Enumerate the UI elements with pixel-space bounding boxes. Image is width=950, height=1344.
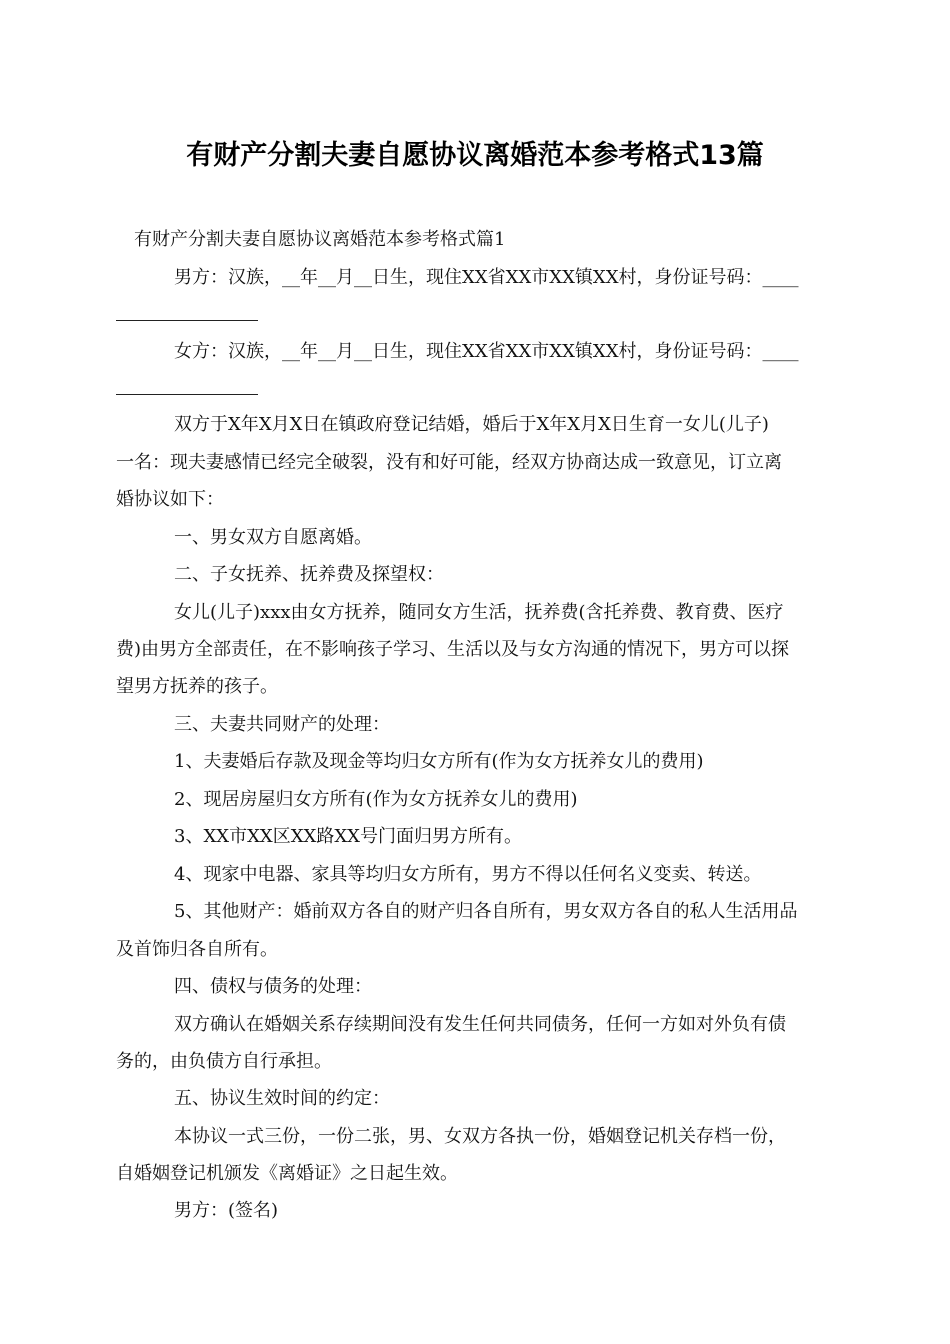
- clause-heading: 一、男女双方自愿离婚。: [174, 527, 372, 548]
- list-item: 1、夫妻婚后存款及现金等均归女方所有(作为女方抚养女儿的费用): [174, 751, 704, 772]
- paragraph-line: 双方于X年X月X日在镇政府登记结婚，婚后于X年X月X日生育一女儿(儿子): [174, 414, 769, 435]
- clause-heading: 四、债权与债务的处理：: [174, 976, 372, 997]
- male-party-line: 男方：汉族，__年__月__日生，现住XX省XX市XX镇XX村，身份证号码：____: [174, 267, 799, 288]
- paragraph-line: 费)由男方全部责任，在不影响孩子学习、生活以及与女方沟通的情况下，男方可以探: [116, 639, 790, 660]
- paragraph-line: 一名：现夫妻感情已经完全破裂，没有和好可能，经双方协商达成一致意见，订立离: [116, 452, 782, 473]
- clause-heading: 三、夫妻共同财产的处理：: [174, 714, 390, 735]
- paragraph-line: 本协议一式三份，一份二张，男、女双方各执一份，婚姻登记机关存档一份，: [174, 1126, 786, 1147]
- paragraph-line: 婚协议如下：: [116, 489, 224, 510]
- paragraph-line: 务的，由负债方自行承担。: [116, 1051, 332, 1072]
- document-title: 有财产分割夫妻自愿协议离婚范本参考格式13篇: [186, 140, 764, 171]
- list-item: 3、XX市XX区XX路XX号门面归男方所有。: [174, 826, 522, 847]
- list-item: 5、其他财产：婚前双方各自的财产归各自所有，男女双方各自的私人生活用品: [174, 901, 798, 922]
- male-id-underline: [116, 320, 258, 321]
- female-id-underline: [116, 394, 258, 395]
- signature-line: 男方：(签名): [174, 1200, 279, 1221]
- section-subtitle: 有财产分割夫妻自愿协议离婚范本参考格式篇1: [134, 229, 506, 250]
- list-item: 4、现家中电器、家具等均归女方所有，男方不得以任何名义变卖、转送。: [174, 864, 762, 885]
- clause-heading: 二、子女抚养、抚养费及探望权：: [174, 564, 444, 585]
- paragraph-line: 女儿(儿子)xxx由女方抚养，随同女方生活，抚养费(含托养费、教育费、医疗: [174, 602, 784, 623]
- clause-heading: 五、协议生效时间的约定：: [174, 1088, 390, 1109]
- paragraph-line: 及首饰归各自所有。: [116, 939, 278, 960]
- list-item: 2、现居房屋归女方所有(作为女方抚养女儿的费用): [174, 789, 578, 810]
- paragraph-line: 自婚姻登记机颁发《离婚证》之日起生效。: [116, 1163, 458, 1184]
- paragraph-line: 望男方抚养的孩子。: [116, 676, 278, 697]
- paragraph-line: 双方确认在婚姻关系存续期间没有发生任何共同债务，任何一方如对外负有债: [174, 1014, 786, 1035]
- female-party-line: 女方：汉族，__年__月__日生，现住XX省XX市XX镇XX村，身份证号码：____: [174, 341, 799, 362]
